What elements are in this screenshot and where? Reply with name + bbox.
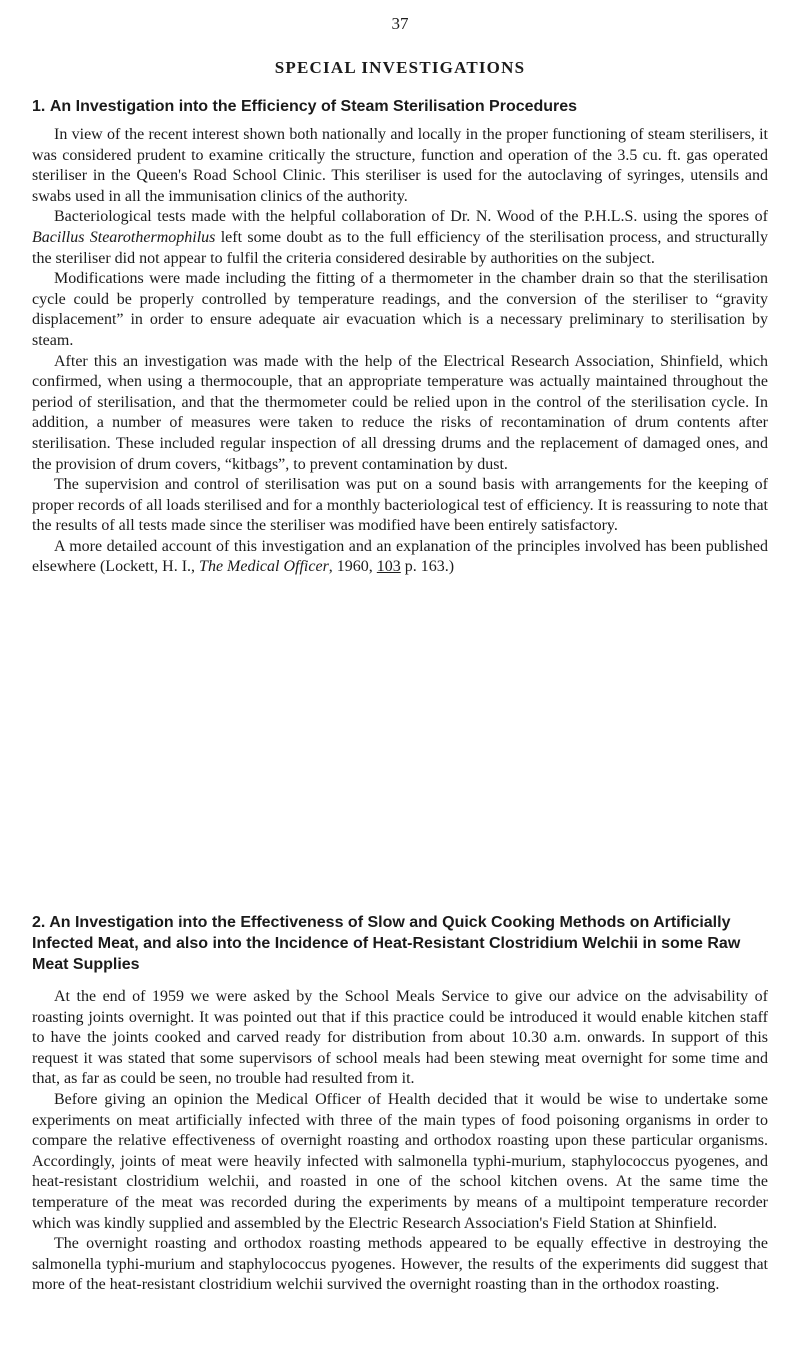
section-number: 1. <box>32 98 46 115</box>
paragraph-text: , 1960, <box>328 558 377 576</box>
page-title: SPECIAL INVESTIGATIONS <box>274 58 526 77</box>
paragraph-text: left some doubt as to the full efficiency of the sterilisation process, and structurally the steriliser did not appear to fulfil the criteria considered desirable by authorities on the subject. <box>32 228 769 267</box>
paragraph: After this an investigation was made with the help of the Electrical Research Association, Shinfield, which confirmed, when using a thermocouple, that an appropriate temperature was actually maintained throughout the period of sterilisation, and that the thermometer could be relied upon in the control of the sterilisation cycle. In addition, a number of measures were taken to reduce the risks of recontamination of drum contents after sterilisation. These included regular inspection of all dressing drums and the replacement of damaged ones, and the provision of drum covers, “kitbags”, to prevent contamination by dust. <box>32 352 768 473</box>
paragraph <box>32 537 768 578</box>
section-heading <box>32 96 768 117</box>
page-number: 37 <box>391 14 409 33</box>
paragraph: At the end of 1959 we were asked by the School Meals Service to give our advice on the advisability of roasting joints overnight. It was pointed out that if this practice could be introduced it would enable kitchen staff to have the joints cooked and carved ready for distribution from about 10.30 a.m. onwards. In support of this request it was stated that some supervisors of school meals had been stewing meat overnight for some time and that, as far as could be seen, no trouble had resulted from it. <box>32 988 768 1088</box>
paragraph-text: A more detailed account of this investigation and an explanation of the principles involved has been published elsewhere (Lockett, H. I., <box>32 537 768 576</box>
journal-title: The Medical Officer <box>199 558 329 576</box>
paragraph: In view of the recent interest shown both nationally and locally in the proper functioning of steam sterilisers, it was considered prudent to examine critically the structure, function and operation of the 3.5 cu. ft. gas operated steriliser in the Queen's Road School Clinic. This steriliser is used for the autoclaving of syringes, utensils and swabs used in all the immunisation clinics of the authority. <box>32 126 768 205</box>
paragraph-text: Bacteriological tests made with the helpful collaboration of Dr. N. Wood of the P.H.L.S. using the spores of <box>54 208 768 226</box>
section-heading <box>32 912 768 975</box>
section-steam-sterilisation <box>32 96 768 578</box>
journal-volume: 103 <box>376 558 401 576</box>
paragraph: The supervision and control of sterilisation was put on a sound basis with arrangements for the keeping of proper records of all loads sterilised and for a monthly bacteriological test of efficiency. It is reassuring to note that the results of all tests made since the steriliser was modified have been entirely satisfactory. <box>32 476 768 535</box>
section-heading-text: An Investigation into the Effectiveness of Slow and Quick Cooking Methods on Artificially Infected Meat, and also into the Incidence of Heat-Resistant Clostridium Welchii in some Raw Meat Supplies <box>32 914 741 973</box>
paragraph <box>32 207 768 269</box>
section-cooking-methods <box>32 912 768 1296</box>
paragraph: Modifications were made including the fitting of a thermometer in the chamber drain so that the sterilisation cycle could be properly controlled by temperature readings, and the conversion of the steriliser to “gravity displacement” in order to ensure adequate air evacuation which is a necessary preliminary to sterilisation by steam. <box>32 270 768 349</box>
section-heading-text: An Investigation into the Efficiency of Steam Sterilisation Procedures <box>49 98 578 115</box>
section-number: 2. <box>32 914 46 931</box>
paragraph-text: p. 163.) <box>400 558 455 576</box>
paragraph: Before giving an opinion the Medical Officer of Health decided that it would be wise to undertake some experiments on meat artificially infected with three of the main types of food poisoning organisms in order to compare the relative effectiveness of overnight roasting and orthodox roasting upon these particular organisms. Accordingly, joints of meat were heavily infected with salmonella typhi-murium, staphylococcus pyogenes, and heat-resistant clostridium welchii, and roasted in one of the school kitchen ovens. At the same time the temperature of the meat was recorded during the experiments by means of a multipoint temperature recorder which was kindly supplied and assembled by the Electric Research Association's Field Station at Shinfield. <box>32 1090 768 1232</box>
paragraph: The overnight roasting and orthodox roasting methods appeared to be equally effective in destroying the salmonella typhi-murium and staphylococcus pyogenes. However, the results of the experiments did suggest that more of the heat-resistant clostridium welchii survived the overnight roasting than in the orthodox roasting. <box>32 1235 768 1294</box>
species-name: Bacillus Stearothermophilus <box>32 228 216 246</box>
